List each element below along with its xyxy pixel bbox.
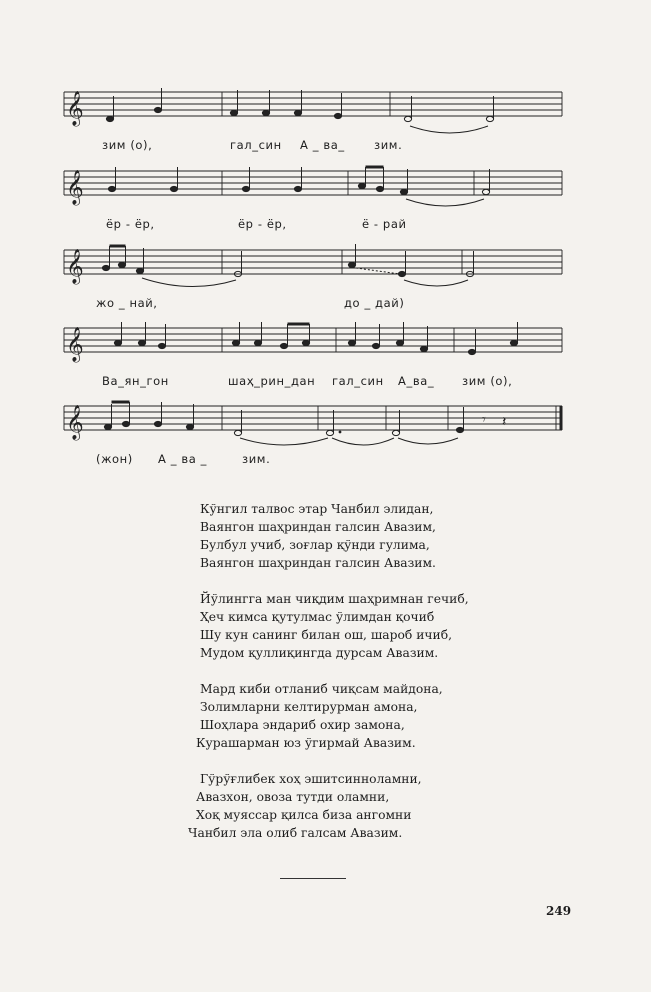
- eighth-rest: 𝄾: [482, 412, 486, 428]
- verse-line: Курашарман юз ўгирмай Авазим.: [196, 736, 416, 750]
- lyric-word: ё - рай: [362, 217, 407, 231]
- verse-line: Авазхон, овоза тутди оламни,: [196, 790, 390, 804]
- lyric-word: до _ дай): [344, 296, 405, 310]
- verse-line: Чанбил эла олиб галсам Авазим.: [188, 826, 403, 840]
- lyric-word: А_ва_: [398, 374, 435, 388]
- verse-line: Ваянгон шаҳриндан галсин Авазим.: [200, 556, 436, 570]
- music-system-4: [62, 322, 564, 402]
- music-system-5: [62, 400, 564, 480]
- lyric-word: зим (о),: [102, 138, 153, 152]
- staff-notation-4: [62, 322, 564, 372]
- lyric-word: жо _ най,: [96, 296, 158, 310]
- staff-notation-5: [62, 400, 564, 450]
- staff-notation-2: [62, 165, 564, 215]
- verse-line: Золимларни келтирурман амона,: [200, 700, 418, 714]
- lyric-word: гал_син: [230, 138, 282, 152]
- lyric-word: ёр - ёр,: [238, 217, 287, 231]
- lyric-word: (жон): [96, 452, 133, 466]
- lyrics-line-2: [62, 217, 564, 237]
- verse-line: Гўрўғлибек хоҳ эшитсинноламни,: [200, 772, 422, 786]
- svg-text:𝄞: 𝄞: [66, 327, 84, 362]
- music-system-2: [62, 165, 564, 245]
- verse-line: Шоҳлара эндариб охир замона,: [200, 718, 405, 732]
- section-divider: [280, 878, 346, 879]
- verse-line: Кўнгил талвос этар Чанбил элидан,: [200, 502, 434, 516]
- svg-text:𝄞: 𝄞: [66, 91, 84, 126]
- music-system-3: [62, 244, 564, 324]
- svg-text:𝄞: 𝄞: [66, 405, 84, 440]
- svg-text:𝄞: 𝄞: [66, 170, 84, 205]
- lyric-word: А _ ва _: [158, 452, 207, 466]
- quarter-rest: 𝄽: [502, 414, 507, 430]
- lyrics-line-5: [62, 452, 564, 472]
- verse-line: Мард киби отланиб чиқсам майдона,: [200, 682, 443, 696]
- lyric-word: ёр - ёр,: [106, 217, 155, 231]
- lyrics-line-4: [62, 374, 564, 394]
- lyric-word: А _ ва_: [300, 138, 345, 152]
- verse-line: Булбул учиб, зоғлар қўнди гулима,: [200, 538, 430, 552]
- staff-notation-3: [62, 244, 564, 294]
- stanza-3: [180, 680, 500, 752]
- verse-line: Ваянгон шаҳриндан галсин Авазим,: [200, 520, 436, 534]
- lyric-word: зим.: [374, 138, 403, 152]
- verse-line: Хоқ муяссар қилса биза ангомни: [196, 808, 412, 822]
- stanza-2: [180, 590, 500, 662]
- stanza-4: [180, 770, 500, 842]
- verse-line: Шу кун санинг билан ош, шароб ичиб,: [200, 628, 453, 642]
- lyric-word: зим (о),: [462, 374, 513, 388]
- verse-line: Мудом қуллиқингда дурсам Авазим.: [200, 646, 439, 660]
- lyrics-line-1: [62, 138, 564, 158]
- verse-line: Йўлингга ман чиқдим шаҳримнан гечиб,: [200, 592, 469, 606]
- lyric-word: Ва_ян_гон: [102, 374, 169, 388]
- verse-line: Ҳеч кимса қутулмас ўлимдан қочиб: [200, 610, 435, 624]
- lyric-word: шаҳ_рин_дан: [228, 374, 316, 388]
- staff-notation-1: [62, 86, 564, 136]
- stanza-1: [180, 500, 500, 572]
- song-verses: [180, 500, 500, 860]
- music-system-1: [62, 86, 564, 166]
- svg-text:𝄞: 𝄞: [66, 249, 84, 284]
- lyric-word: зим.: [242, 452, 271, 466]
- page-number: 249: [546, 904, 572, 918]
- lyrics-line-3: [62, 296, 564, 316]
- lyric-word: гал_син: [332, 374, 384, 388]
